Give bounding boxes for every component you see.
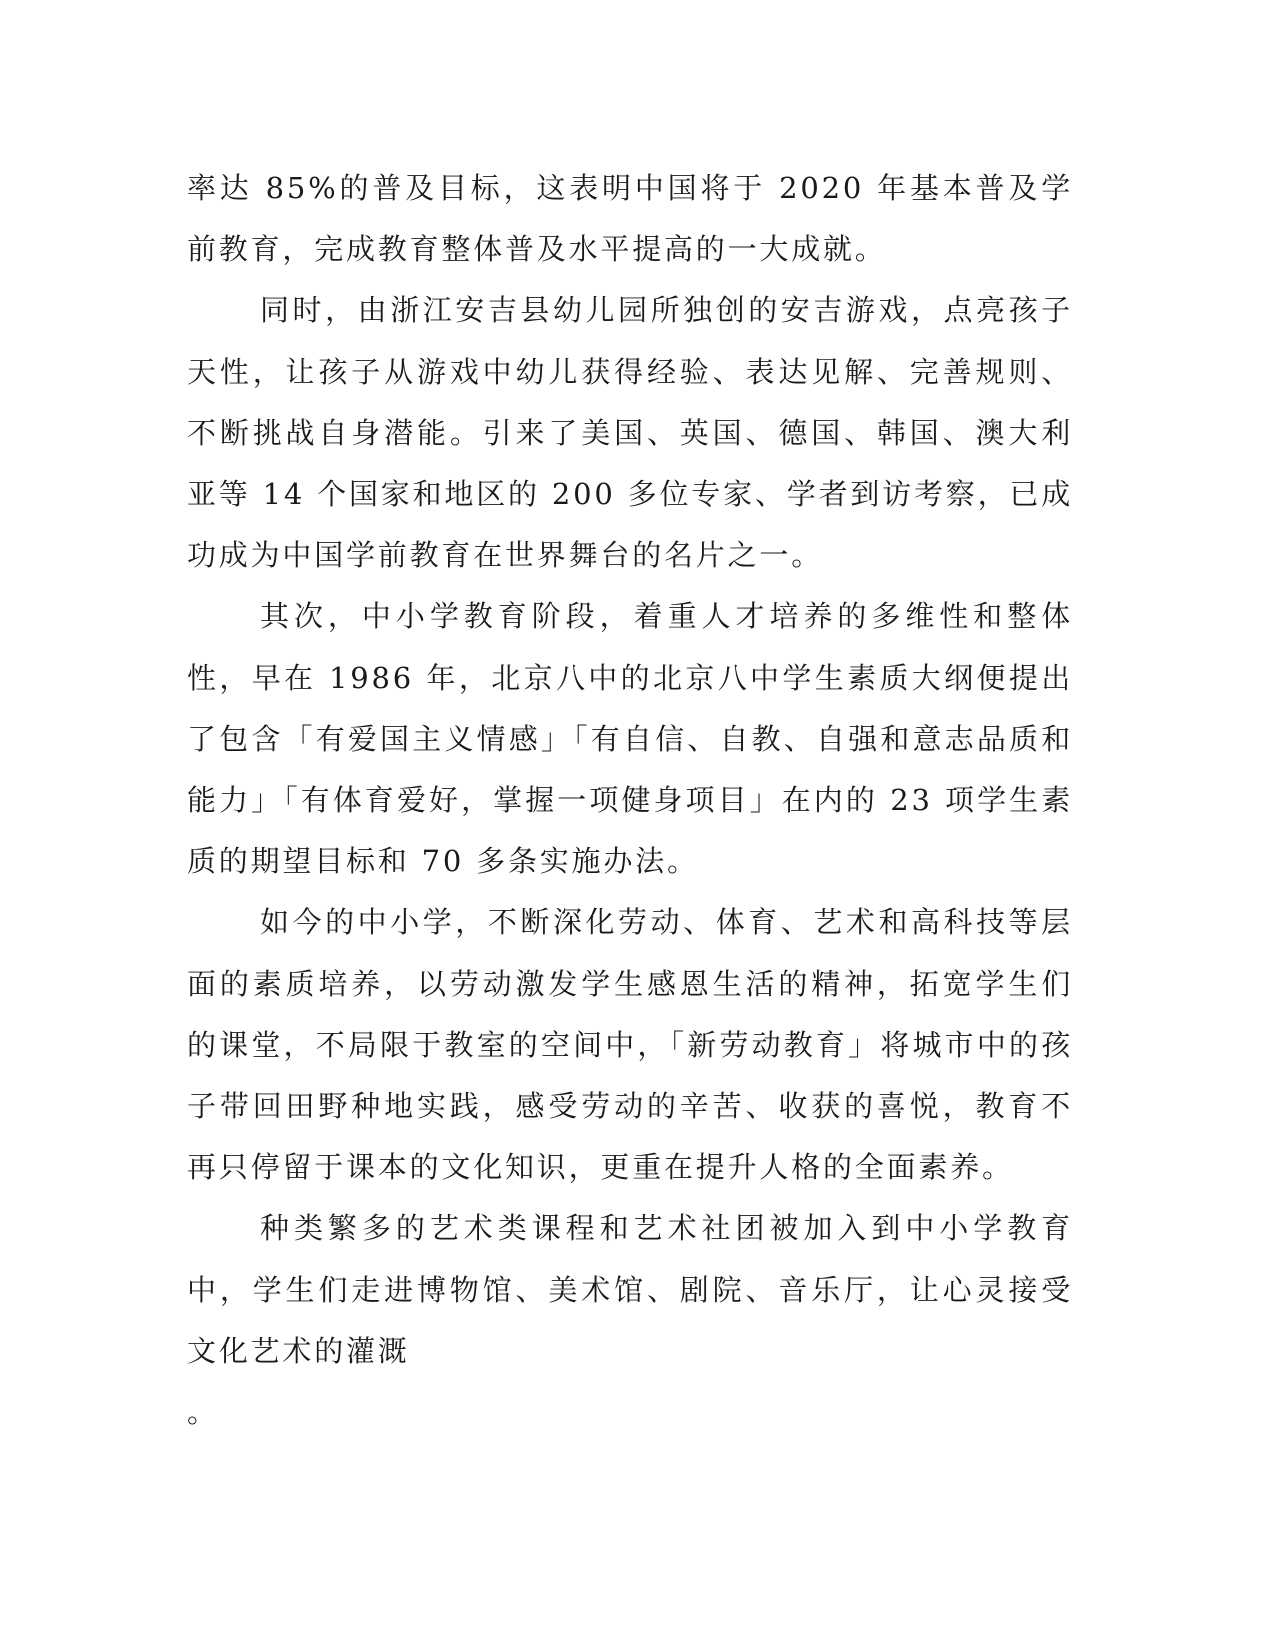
paragraph-2: 同时，由浙江安吉县幼儿园所独创的安吉游戏，点亮孩子天性，让孩子从游戏中幼儿获得经验、表达见解、完善规则、不断挑战自身潜能。引来了美国、英国、德国、韩国、澳大利亚等 14 个国家和地区的 200 多位专家、学者到访考察，已成功成为中国学前教育在世界舞台的名片之一。 — [187, 293, 1073, 573]
paragraph-4: 如今的中小学，不断深化劳动、体育、艺术和高科技等层面的素质培养，以劳动激发学生感恩生活的精神，拓宽学生们的课堂，不局限于教室的空间中，「新劳动教育」将城市中的孩子带回田野种地实践，感受劳动的辛苦、收获的喜悦，教育不再只停留于课本的文化知识，更重在提升人格的全面素养。 — [187, 905, 1073, 1185]
trailing-period: 。 — [187, 1395, 219, 1430]
document-body — [187, 158, 1073, 1443]
paragraph-5: 种类繁多的艺术类课程和艺术社团被加入到中小学教育中，学生们走进博物馆、美术馆、剧院、音乐厅，让心灵接受文化艺术的灌溉 — [187, 1211, 1073, 1368]
paragraph-3: 其次，中小学教育阶段，着重人才培养的多维性和整体性，早在 1986 年，北京八中的北京八中学生素质大纲便提出了包含「有爱国主义情感」「有自信、自教、自强和意志品质和能力」「有体育爱好，掌握一项健身项目」在内的 23 项学生素质的期望目标和 70 多条实施办法。 — [187, 599, 1073, 879]
paragraph-1: 率达 85%的普及目标，这表明中国将于 2020 年基本普及学前教育，完成教育整体普及水平提高的一大成就。 — [187, 171, 1073, 267]
